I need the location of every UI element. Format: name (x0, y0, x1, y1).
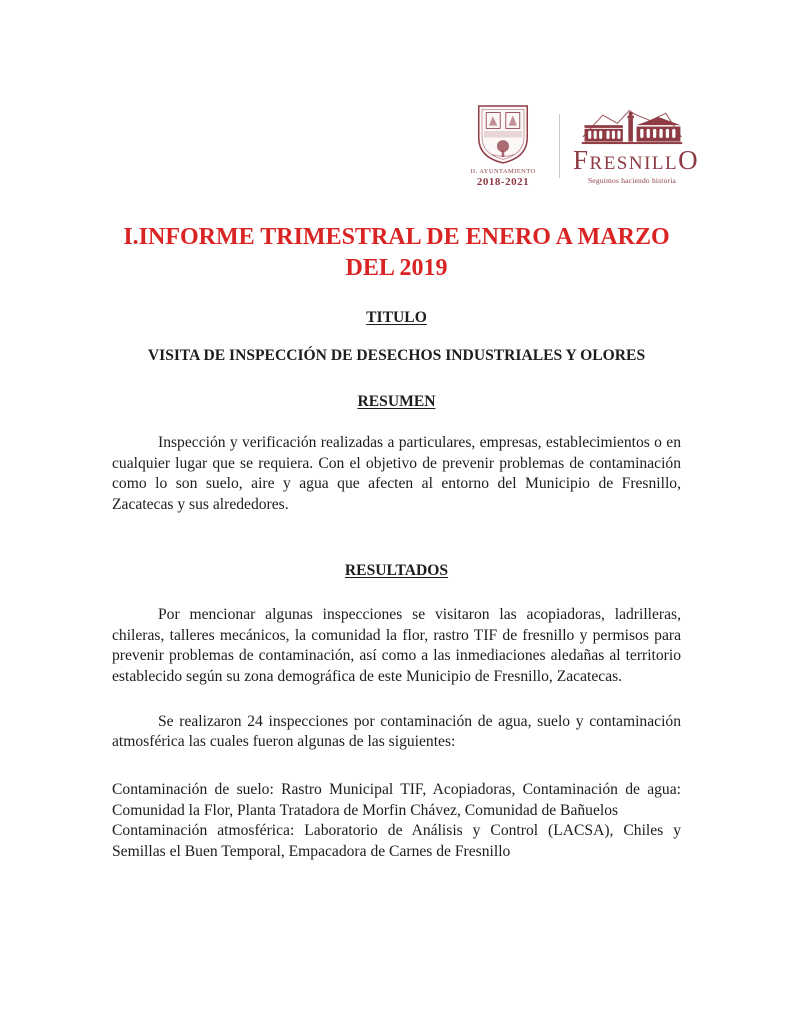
wordmark-middle: RESNILL (589, 153, 679, 174)
paragraph-resultados-1: Por mencionar algunas inspecciones se visitaron las acopiadoras, ladrilleras, chileras, talleres mecánicos, la comunidad la flor, rastro TIF de fresnillo y permisos para prevenir problemas de contaminación, así como a las inmediaciones aledañas al territorio establecido según su zona demográfica de este Municipio de Fresnillo, Zacatecas. (112, 605, 681, 685)
fresnillo-wordmark (573, 145, 700, 175)
crest-years: 2018-2021 (476, 176, 530, 188)
heading-resultados: RESULTADOS (344, 561, 449, 579)
brand-tagline: Seguimos haciendo historia (587, 176, 677, 185)
heading-resumen: RESUMEN (357, 393, 436, 410)
report-body (112, 222, 681, 863)
crest-caption: II. AYUNTAMIENTO (470, 168, 536, 175)
header-logo (460, 103, 700, 188)
city-crest-icon (475, 103, 531, 165)
fresnillo-brand (573, 106, 700, 185)
paragraph-contaminacion-atmosferica: Contaminación atmosférica: Laboratorio de Análisis y Control (LACSA), Chiles y Semillas el Buen Temporal, Empacadora de Carnes de Fresnillo (112, 822, 681, 861)
paragraph-resultados-2: Se realizaron 24 inspecciones por contaminación de agua, suelo y contaminación atmosférica las cuales fueron algunas de las siguientes: (112, 712, 681, 751)
report-subtitle: VISITA DE INSPECCIÓN DE DESECHOS INDUSTRIALES Y OLORES (147, 347, 646, 364)
wordmark-final: O (678, 145, 700, 175)
city-crest (460, 103, 546, 188)
paragraph-contaminacion-suelo-agua: Contaminación de suelo: Rastro Municipal TIF, Acopiadoras, Contaminación de agua: Comunidad la Flor, Planta Tratadora de Morfin Chávez, Comunidad de Bañuelos (112, 781, 681, 819)
logo-divider (559, 114, 560, 178)
wordmark-initial: F (573, 145, 590, 175)
report-title: I.INFORME TRIMESTRAL DE ENERO A MARZO DEL 2019 (123, 224, 670, 281)
heading-titulo: TITULO (366, 309, 427, 326)
paragraph-resumen: Inspección y verificación realizadas a particulares, empresas, establecimientos o en cualquier lugar que se requiera. Con el objetivo de prevenir problemas de contaminación como lo son suelo, aire y agua que afecten al entorno del Municipio de Fresnillo, Zacatecas y sus alrededores. (112, 434, 681, 514)
fresnillo-building-icon (577, 106, 687, 148)
